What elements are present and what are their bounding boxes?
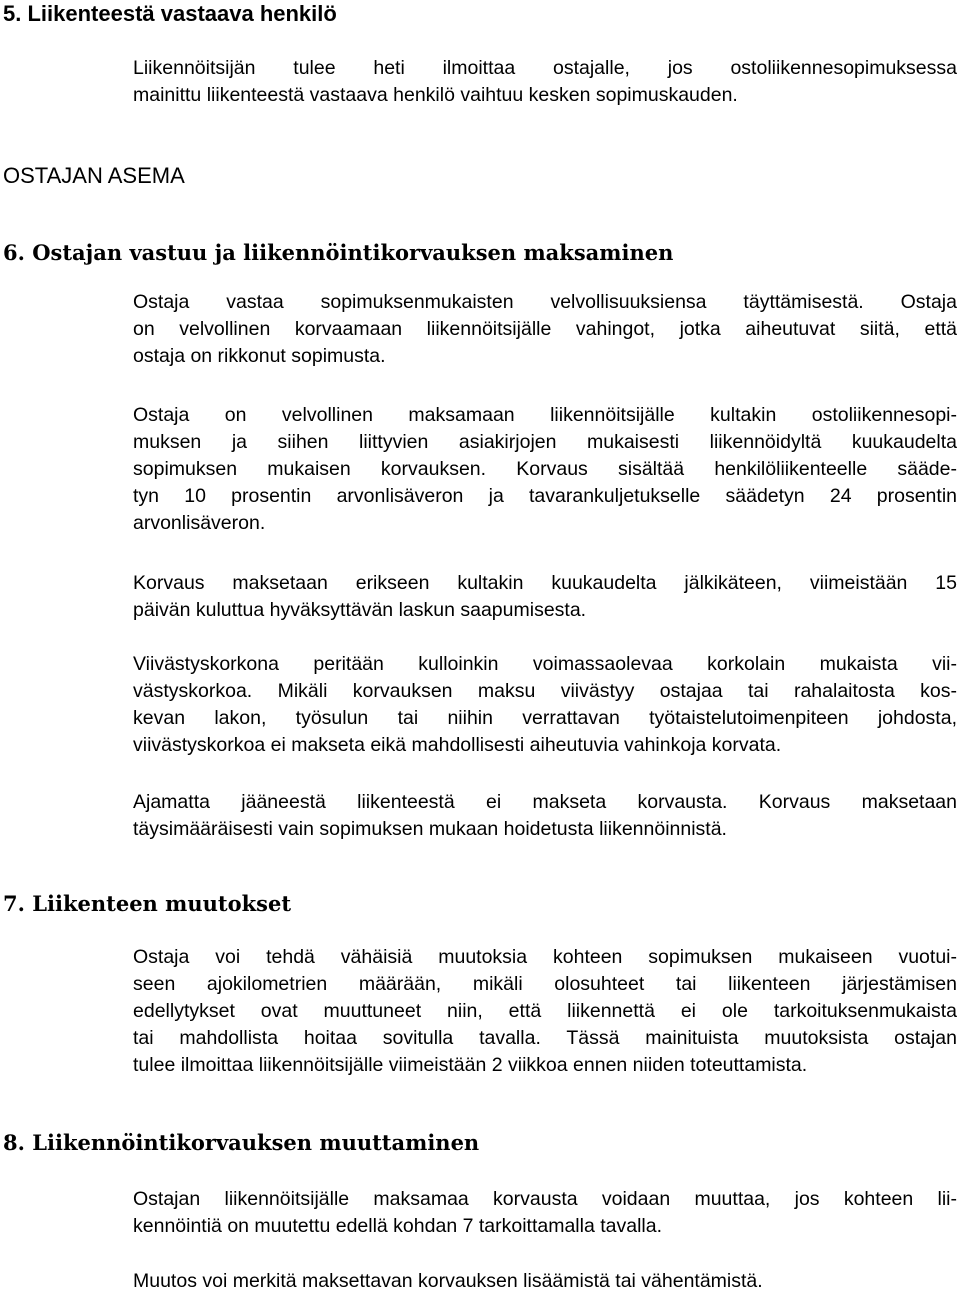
section-6-heading: 6. Ostajan vastuu ja liikennöintikorvauksen maksaminen [3,240,674,265]
text-line: sopimuksen mukaisen korvauksen. Korvaus sisältää henkilöliikenteelle sääde- [133,458,957,480]
text-line: kennöintiä on muutettu edellä kohdan 7 tarkoittamalla tavalla. [133,1215,663,1237]
text-line: kevan lakon, työsulun tai niihin verrattavan työtaistelutoimenpiteen johdosta, [133,707,957,729]
section-6-paragraph-3 [133,570,957,624]
text-line: täysimääräisesti vain sopimuksen mukaan hoidetusta liikennöinnistä. [133,818,727,840]
section-8-heading: 8. Liikennöintikorvauksen muuttaminen [3,1130,480,1155]
text-line: on velvollinen korvaamaan liikennöitsijälle vahingot, jotka aiheutuvat siitä, että [133,318,957,340]
text-line: arvonlisäveron. [133,512,266,534]
text-line: Korvaus maksetaan erikseen kultakin kuukaudelta jälkikäteen, viimeistään 15 [133,572,957,594]
text-line: tai mahdollista hoitaa sovitulla tavalla. Tässä mainituista muutoksista ostajan [133,1027,957,1049]
section-6-paragraph-4 [133,651,957,759]
text-line: Ajamatta jääneestä liikenteestä ei makseta korvausta. Korvaus maksetaan [133,791,957,813]
section-7-heading: 7. Liikenteen muutokset [3,891,292,916]
section-5-heading: 5. Liikenteestä vastaava henkilö [3,1,337,26]
section-6-paragraph-1 [133,289,957,370]
text-line: Ostaja vastaa sopimuksenmukaisten velvollisuuksiensa täyttämisestä. Ostaja [133,291,957,313]
text-line: muksen ja siihen liittyvien asiakirjojen mukaisesti liikennöidyltä kuukaudelta [133,431,957,453]
text-line: Viivästyskorkona peritään kulloinkin voimassaolevaa korkolain mukaista vii- [133,653,957,675]
text-line: mainittu liikenteestä vastaava henkilö vaihtuu kesken sopimuskauden. [133,84,738,106]
section-8-paragraph-1 [133,1186,957,1240]
section-5-paragraph-1 [133,55,957,109]
text-line: ostaja on rikkonut sopimusta. [133,345,386,367]
text-line: västyskorkoa. Mikäli korvauksen maksu viivästyy ostajaa tai rahalaitosta kos- [133,680,957,702]
text-line: viivästyskorkoa ei makseta eikä mahdollisesti aiheutuvia vahinkoja korvata. [133,734,782,756]
text-line: Ostaja voi tehdä vähäisiä muutoksia kohteen sopimuksen mukaiseen vuotui- [133,946,957,968]
buyer-section-heading: OSTAJAN ASEMA [3,163,185,188]
section-7-paragraph-1 [133,944,957,1079]
text-line: päivän kuluttua hyväksyttävän laskun saapumisesta. [133,599,587,621]
text-line: seen ajokilometrien määrään, mikäli olosuhteet tai liikenteen järjestämisen [133,973,957,995]
text-line: Ostajan liikennöitsijälle maksamaa korvausta voidaan muuttaa, jos kohteen lii- [133,1188,957,1210]
section-6-paragraph-5 [133,789,957,843]
section-6-paragraph-2 [133,402,957,537]
text-line: tyn 10 prosentin arvonlisäveron ja tavarankuljetukselle säädetyn 24 prosentin [133,485,957,507]
text-line: Ostaja on velvollinen maksamaan liikennöitsijälle kultakin ostoliikennesopi- [133,404,957,426]
text-line: tulee ilmoittaa liikennöitsijälle viimeistään 2 viikkoa ennen niiden toteuttamista. [133,1054,808,1076]
text-line: Muutos voi merkitä maksettavan korvauksen lisäämistä tai vähentämistä. [133,1270,763,1292]
text-line: edellytykset ovat muuttuneet niin, että liikennettä ei ole tarkoituksenmukaista [133,1000,957,1022]
text-line: Liikennöitsijän tulee heti ilmoittaa ostajalle, jos ostoliikennesopimuksessa [133,57,957,79]
